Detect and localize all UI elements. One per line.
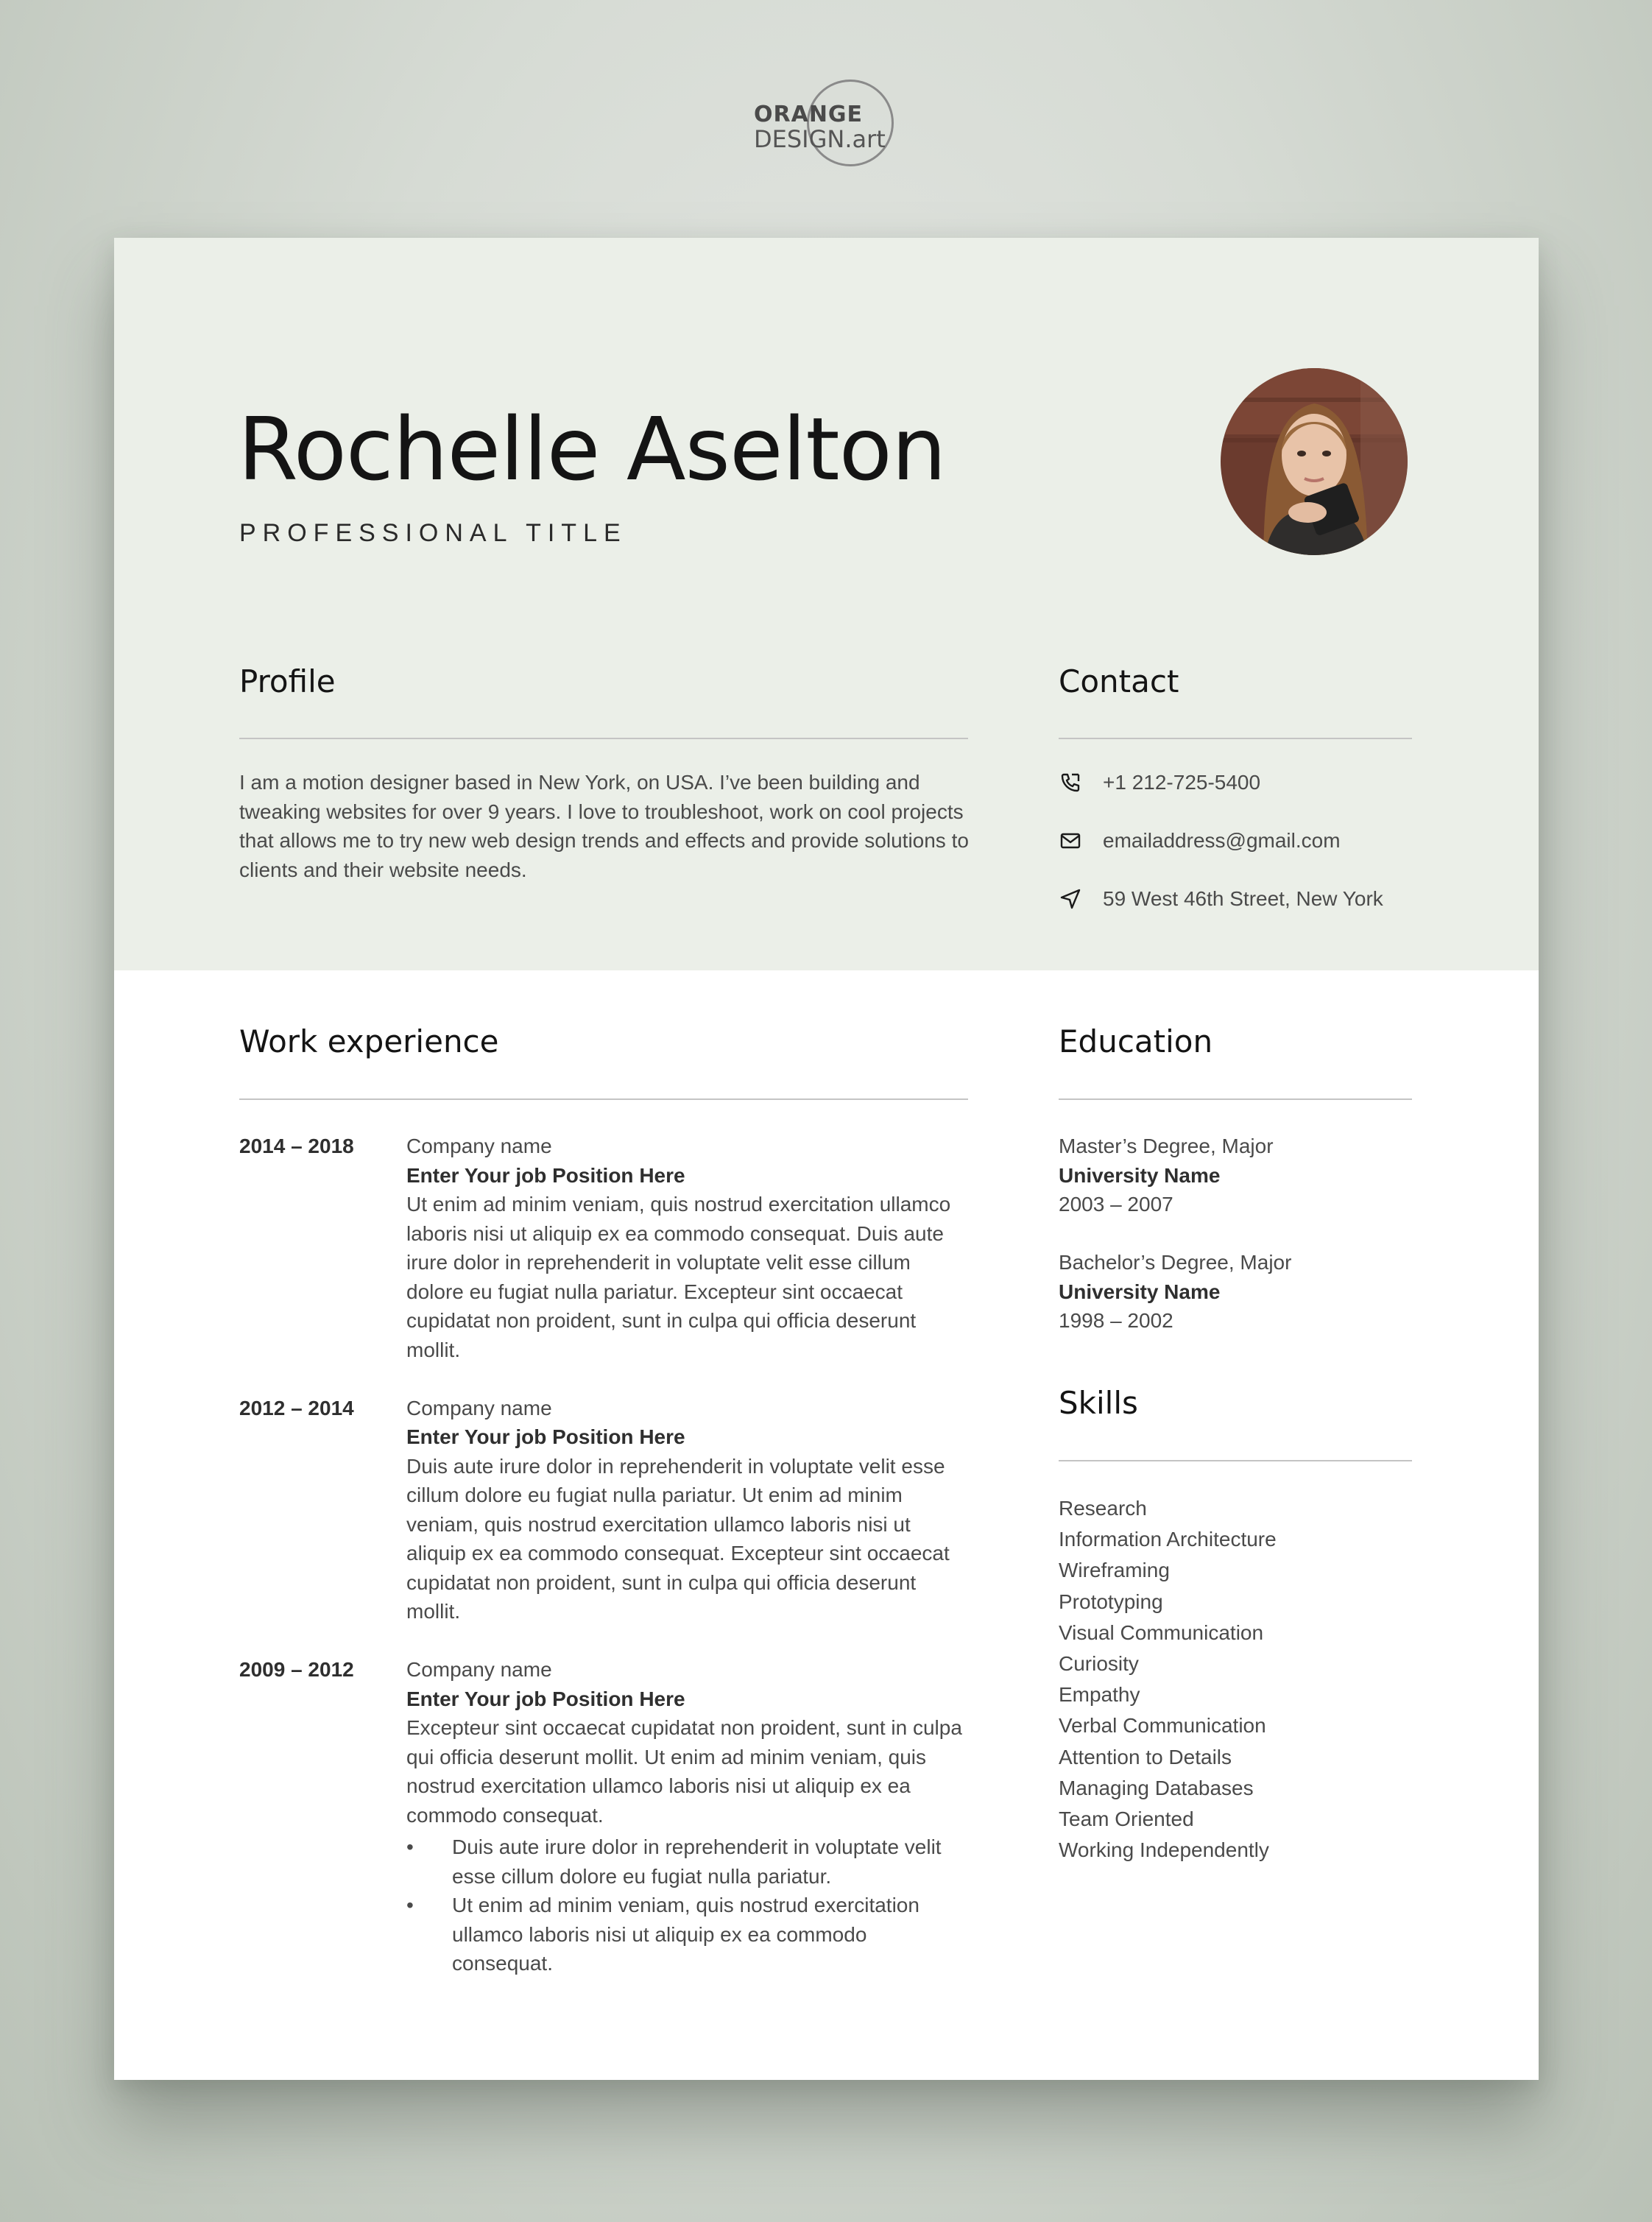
skill-item: Wireframing: [1059, 1559, 1170, 1582]
job-bullet: • Ut enim ad minim veniam, quis nostrud exercitation ullamco laboris nisi ut aliquip ex ea commodo consequat.: [406, 1891, 973, 1978]
education-entry: [1059, 1132, 1427, 1219]
job-description: Duis aute irure dolor in reprehenderit in voluptate velit esse cillum dolore eu fugiat nulla pariatur. Ut enim ad minim veniam, quis nostrud exercitation ullamco laboris nisi ut aliquip ex ea commodo consequat. Excepteur sint occaecat cupidatat non proident, sunt in culpa qui officia deserunt mollit.: [406, 1454, 950, 1623]
contact-email-text: emailaddress@gmail.com: [1103, 829, 1341, 853]
contact-item-email: [1059, 826, 1427, 856]
work-experience-divider: [239, 1098, 968, 1100]
job-company: Company name: [406, 1658, 552, 1681]
resume-page: [114, 238, 1539, 2080]
skill-item: Managing Databases: [1059, 1776, 1254, 1799]
education-heading: Education: [1059, 1023, 1213, 1059]
skill-item: Attention to Details: [1059, 1745, 1232, 1768]
job-details: [406, 1655, 973, 1978]
contact-heading: Contact: [1059, 663, 1179, 699]
profile-divider: [239, 738, 968, 739]
work-experience-heading: Work experience: [239, 1023, 499, 1059]
job-dates: 2009 – 2012: [239, 1658, 354, 1681]
skill-item: Information Architecture: [1059, 1528, 1277, 1551]
skill-item: Working Independently: [1059, 1838, 1269, 1862]
job-entry: [239, 1394, 975, 1626]
skill-item: Visual Communication: [1059, 1620, 1264, 1644]
brand-logo: [751, 80, 906, 175]
skill-item: Research: [1059, 1497, 1147, 1520]
skills-heading: Skills: [1059, 1385, 1138, 1421]
contact-list: [1059, 768, 1427, 942]
skills-divider: [1059, 1460, 1412, 1461]
location-icon: [1059, 887, 1082, 911]
education-years: 2003 – 2007: [1059, 1193, 1173, 1216]
education-degree: Master’s Degree, Major: [1059, 1135, 1274, 1157]
job-company: Company name: [406, 1135, 552, 1157]
skills-list: [1059, 1493, 1427, 1866]
job-bullet-list: [406, 1833, 973, 1978]
brand-logo-line1: ORANGE: [754, 102, 864, 127]
professional-title: PROFESSIONAL TITLE: [239, 519, 627, 547]
education-degree: Bachelor’s Degree, Major: [1059, 1251, 1292, 1274]
skill-item: Prototyping: [1059, 1590, 1163, 1613]
education-divider: [1059, 1098, 1412, 1100]
contact-item-phone: [1059, 768, 1427, 797]
profile-text: I am a motion designer based in New York, on USA. I’ve been building and tweaking websites for over 9 years. I love to troubleshoot, work on cool projects that allows me to try new web design trends and effects and provide solutions to clients and their website needs.: [239, 771, 969, 881]
contact-address-text: 59 West 46th Street, New York: [1103, 887, 1383, 911]
job-company: Company name: [406, 1396, 552, 1419]
contact-item-address: [1059, 884, 1427, 914]
education-list: [1059, 1132, 1427, 1364]
contact-divider: [1059, 738, 1412, 739]
profile-photo: [1221, 368, 1408, 555]
job-dates: 2014 – 2018: [239, 1135, 354, 1157]
job-entry: [239, 1132, 975, 1364]
skill-item: Curiosity: [1059, 1652, 1139, 1676]
profile-heading: Profile: [239, 663, 336, 699]
candidate-name: Rochelle Aselton: [238, 398, 946, 500]
job-details: [406, 1132, 973, 1364]
job-details: [406, 1394, 973, 1626]
job-position: Enter Your job Position Here: [406, 1163, 685, 1187]
job-description: Ut enim ad minim veniam, quis nostrud exercitation ullamco laboris nisi ut aliquip ex ea commodo consequat. Duis aute irure dolor in reprehenderit in voluptate velit esse cillum dolore eu fugiat nulla pariatur. Excepteur sint occaecat cupidatat non proident, sunt in culpa qui officia deserunt mollit.: [406, 1193, 951, 1361]
skill-item: Empathy: [1059, 1683, 1140, 1707]
education-school: University Name: [1059, 1163, 1221, 1187]
job-bullet: • Duis aute irure dolor in reprehenderit in voluptate velit esse cillum dolore eu fugiat nulla pariatur.: [406, 1833, 973, 1891]
contact-phone-text: +1 212-725-5400: [1103, 771, 1261, 794]
job-position: Enter Your job Position Here: [406, 1425, 685, 1448]
work-experience-list: [239, 1132, 975, 2007]
job-dates: 2012 – 2014: [239, 1396, 354, 1419]
job-description: Excepteur sint occaecat cupidatat non proident, sunt in culpa qui officia deserunt mollit. Ut enim ad minim veniam, quis nostrud exercitation ullamco laboris nisi ut aliquip ex ea commodo consequat.: [406, 1716, 962, 1827]
skill-item: Verbal Communication: [1059, 1714, 1266, 1738]
job-position: Enter Your job Position Here: [406, 1687, 685, 1710]
phone-icon: [1059, 771, 1082, 794]
education-years: 1998 – 2002: [1059, 1309, 1173, 1332]
education-entry: [1059, 1248, 1427, 1336]
education-school: University Name: [1059, 1280, 1221, 1303]
brand-logo-line2: DESIGN.art: [754, 125, 886, 153]
job-entry: [239, 1655, 975, 1978]
skill-item: Team Oriented: [1059, 1807, 1194, 1831]
mail-icon: [1059, 829, 1082, 853]
